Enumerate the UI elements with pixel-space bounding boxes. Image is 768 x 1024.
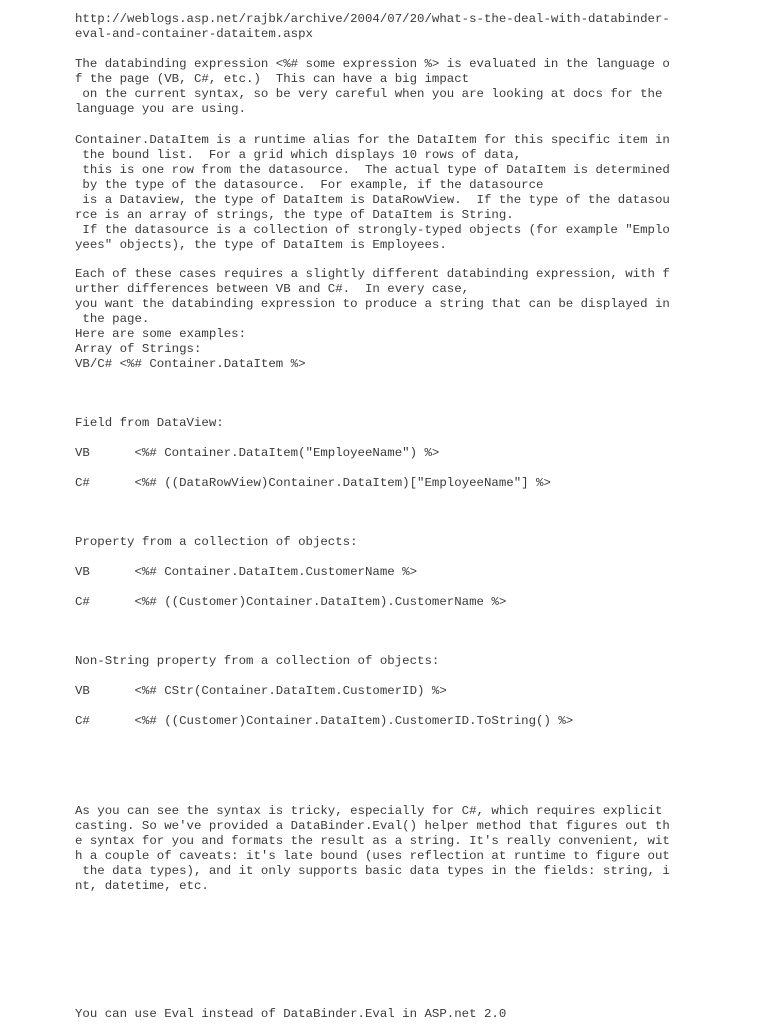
paragraph-line: As you can see the syntax is tricky, especially for C#, which requires explicit <box>75 804 663 818</box>
paragraph-line: Here are some examples: <box>75 327 247 341</box>
code-example-line: VB <%# CStr(Container.DataItem.CustomerID) %> <box>75 684 447 698</box>
paragraph-line: urther differences between VB and C#. In every case, <box>75 282 470 296</box>
paragraph-line: this is one row from the datasource. The actual type of DataItem is determined <box>75 163 670 177</box>
example-heading: Array of Strings: <box>75 342 202 356</box>
paragraph-line: is a Dataview, the type of DataItem is DataRowView. If the type of the datasou <box>75 193 670 207</box>
source-url-line: http://weblogs.asp.net/rajbk/archive/2004/07/20/what-s-the-deal-with-databinder- <box>75 12 670 26</box>
paragraph-line: Container.DataItem is a runtime alias for the DataItem for this specific item in <box>75 133 670 147</box>
paragraph-line: nt, datetime, etc. <box>75 879 209 893</box>
paragraph-line: casting. So we've provided a DataBinder.Eval() helper method that figures out th <box>75 819 670 833</box>
paragraph-line: the bound list. For a grid which displays 10 rows of data, <box>75 148 522 162</box>
paragraph-line: the data types), and it only supports basic data types in the fields: string, i <box>75 864 670 878</box>
paragraph-line: language you are using. <box>75 102 247 116</box>
code-example-line: C# <%# ((Customer)Container.DataItem).CustomerID.ToString() %> <box>75 714 574 728</box>
closing-note: You can use Eval instead of DataBinder.Eval in ASP.net 2.0 <box>75 1007 507 1021</box>
paragraph-line: e syntax for you and formats the result as a string. It's really convenient, wit <box>75 834 670 848</box>
code-example-line: VB <%# Container.DataItem.CustomerName %> <box>75 565 418 579</box>
code-example-line: C# <%# ((DataRowView)Container.DataItem)["EmployeeName"] %> <box>75 476 551 490</box>
code-example-line: C# <%# ((Customer)Container.DataItem).CustomerName %> <box>75 595 507 609</box>
paragraph-line: Each of these cases requires a slightly different databinding expression, with f <box>75 267 670 281</box>
paragraph-line: the page. <box>75 312 150 326</box>
code-example-line: VB <%# Container.DataItem("EmployeeName") %> <box>75 446 440 460</box>
example-heading: Property from a collection of objects: <box>75 535 358 549</box>
paragraph-line: If the datasource is a collection of strongly-typed objects (for example "Emplo <box>75 223 670 237</box>
paragraph-line: you want the databinding expression to produce a string that can be displayed in <box>75 297 670 311</box>
paragraph-line: The databinding expression <%# some expression %> is evaluated in the language o <box>75 57 670 71</box>
paragraph-line: rce is an array of strings, the type of DataItem is String. <box>75 208 514 222</box>
paragraph-line: f the page (VB, C#, etc.) This can have a big impact <box>75 72 470 86</box>
example-heading: Field from DataView: <box>75 416 224 430</box>
example-heading: Non-String property from a collection of objects: <box>75 654 440 668</box>
paragraph-line: h a couple of caveats: it's late bound (uses reflection at runtime to figure out <box>75 849 670 863</box>
paragraph-line: yees" objects), the type of DataItem is Employees. <box>75 238 447 252</box>
source-url-line: eval-and-container-dataitem.aspx <box>75 27 313 41</box>
code-example-line: VB/C# <%# Container.DataItem %> <box>75 357 306 371</box>
paragraph-line: on the current syntax, so be very careful when you are looking at docs for the <box>75 87 663 101</box>
paragraph-line: by the type of the datasource. For example, if the datasource <box>75 178 544 192</box>
